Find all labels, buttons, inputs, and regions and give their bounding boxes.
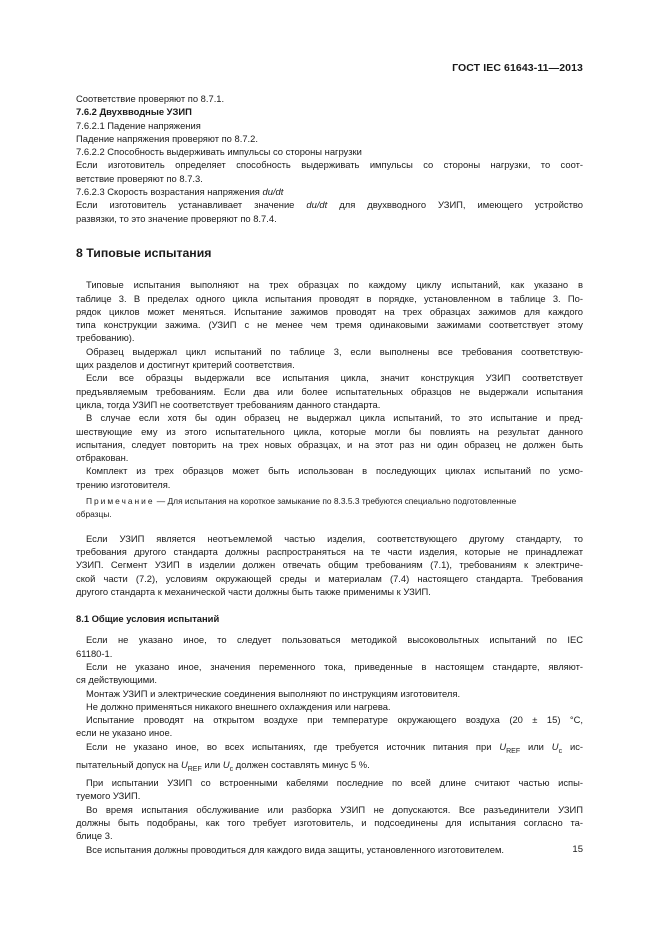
text-part: или	[201, 758, 223, 770]
clause-7-6-2-heading: 7.6.2 Двухвводные УЗИП	[76, 106, 192, 118]
dudt-symbol: du/dt	[262, 186, 284, 198]
s81-p6-l1	[76, 740, 583, 758]
clause-7-6-2-2-text-l2: ветствие проверяют по 8.7.3.	[76, 172, 203, 184]
clause-7-6-2-1-text: Падение напряжения проверяют по 8.7.2.	[76, 132, 258, 144]
s8-p2-l1: Образец выдержал цикл испытаний по таблице 3, если выполнены все требования соответствую-	[86, 345, 583, 357]
c-subscript: c	[229, 765, 234, 773]
s8-p1-l3: рядок циклов может меняться. Испытание зажимов проводят на трех образцах зажимов для каждого	[76, 305, 583, 317]
note-block	[76, 495, 583, 522]
s8-p1-l1: Типовые испытания выполняют на трех образцах по каждому циклу испытаний, как указано в	[86, 279, 583, 291]
c-subscript: c	[558, 747, 563, 755]
s81-p8-l1: Во время испытания обслуживание или разборка УЗИП не допускаются. Все разъединители УЗИП	[86, 803, 583, 815]
s8-p1-l5: требованию).	[76, 332, 135, 344]
section-8-title: 8 Типовые испытания	[76, 245, 212, 260]
s81-p4: Не должно применяться никакого внешнего охлаждения или нагрева.	[86, 700, 391, 712]
s8-p4-l1: В случае если хотя бы один образец не выдержал цикла испытаний, то это испытание и пред-	[86, 412, 583, 424]
s8-p4-l2: шествующие ему из этого испытательного цикла, которые могли бы повлиять на результат данного	[76, 425, 583, 437]
s81-p7-l2: туемого УЗИП.	[76, 790, 141, 802]
s8-p4-l3: испытания, следует повторить на трех новых образцах, и на этот раз ни один образец не должен быть	[76, 438, 583, 450]
s8-p6-l4: ской части (7.2), условиям окружающей среды и материалам (7.4) настоящего стандарта. Требования	[76, 572, 583, 584]
note-label: Примечание	[86, 496, 155, 507]
s8-p6-l2: требования другого стандарта должны распространяться на те части изделия, которые не принадлежат	[76, 545, 583, 557]
s81-p5-l2: если не указано иное.	[76, 727, 173, 739]
clause-7-6-2-2: 7.6.2.2 Способность выдерживать импульсы со стороны нагрузки	[76, 146, 362, 158]
s8-p3-l3: цикла, тогда УЗИП не соответствует требованиям данного стандарта.	[76, 398, 381, 410]
s81-p8-l2: должны быть подобраны, как того требует изготовитель, и подсоединены для испытания согласно та-	[76, 817, 583, 828]
u-symbol: U	[499, 740, 507, 752]
s81-p1-l2: 61180-1.	[76, 647, 113, 659]
clause-7-6-2-3-text-l1	[76, 198, 583, 211]
dudt-symbol: du/dt	[306, 199, 328, 211]
s8-p1-l4: типа конструкции зажима. (УЗИП с не менее чем тремя одинаковыми зажимами соответствует этому	[76, 319, 583, 331]
text-part: или	[520, 740, 552, 752]
clause-7-6-2-2-text-l1: Если изготовитель определяет способность выдерживать импульсы со стороны нагрузки, то соот-	[76, 159, 583, 171]
s8-p5-l2: трению изготовителя.	[76, 478, 171, 490]
text-part: пытательный допуск на	[76, 758, 181, 770]
s8-p6-l3: УЗИП. Сегмент УЗИП в изделии должен отвечать общим требованиям (7.1), требованиям к электриче-	[76, 559, 583, 571]
u-symbol: U	[222, 758, 230, 770]
s81-p3: Монтаж УЗИП и электрические соединения выполняют по инструкциям изготовителя.	[86, 687, 461, 699]
s8-p6-l5: другого стандарта к механической части должны быть также применимы к УЗИП.	[76, 585, 431, 597]
text-part: Если изготовитель устанавливает значение	[76, 199, 307, 211]
u-symbol: U	[180, 758, 188, 770]
clause-7-6-2-3	[76, 185, 583, 198]
note-line-1	[76, 495, 583, 508]
text-part: должен составлять минус 5 %.	[233, 758, 370, 770]
text-part: Если не указано иное, во всех испытаниях, где требуется источник питания при	[86, 740, 500, 752]
s8-p5-l1: Комплект из трех образцов может быть использован в последующих циклах испытаний по усмо-	[86, 465, 583, 477]
s8-p3-l2: предъявляемым требованиям. Если два или более испытательных образцов не выдержали испытания	[76, 385, 583, 397]
standard-header: ГОСТ IEC 61643-11—2013	[452, 62, 583, 74]
s81-p7-l1: При испытании УЗИП со встроенными кабелями последние по всей длине считают частью испы-	[86, 777, 583, 789]
ref-subscript: REF	[506, 747, 521, 755]
s8-p6-l1: Если УЗИП является неотъемлемой частью изделия, соответствующего другому стандарту, то	[86, 532, 583, 544]
s8-p4-l4: отбракован.	[76, 452, 129, 464]
note-text: — Для испытания на короткое замыкание по 8.3.5.3 требуются специально подготовленные	[154, 496, 517, 507]
u-symbol: U	[551, 740, 559, 752]
conformity-line: Соответствие проверяют по 8.7.1.	[76, 93, 225, 104]
s8-p2-l2: щих разделов и достигнут критерий соответствия.	[76, 359, 295, 371]
s81-p2-l1: Если не указано иное, значения переменного тока, приведенные в настоящем стандарте, являют-	[86, 660, 583, 672]
text-part: для двухвводного УЗИП, имеющего устройство	[327, 199, 583, 211]
s81-p6-l2	[76, 758, 583, 776]
s81-p2-l2: ся действующими.	[76, 674, 158, 686]
page-number: 15	[572, 844, 583, 855]
clause-7-6-2-3-text-l2: развязки, то это значение проверяют по 8.7.4.	[76, 212, 277, 224]
s81-p1-l1: Если не указано иное, то следует пользоваться методикой высоковольтных испытаний по IEC	[86, 634, 583, 646]
ref-subscript: REF	[187, 765, 202, 773]
s8-p1-l2: таблице 3. В пределах одного цикла испытания проводят в порядке, установленном в таблице 3. По-	[76, 292, 583, 304]
clause-7-6-2-1: 7.6.2.1 Падение напряжения	[76, 119, 201, 131]
s81-p5-l1: Испытание проводят на открытом воздухе при температуре окружающего воздуха (20 ± 15) °С,	[86, 714, 583, 726]
note-line-2: образцы.	[76, 509, 112, 520]
s81-p9: Все испытания должны проводиться для каждого вида защиты, установленного изготовителем.	[86, 843, 505, 855]
section-8-1-title: 8.1 Общие условия испытаний	[76, 613, 220, 625]
s8-p3-l1: Если все образцы выдержали все испытания цикла, значит конструкция УЗИП соответствует	[86, 372, 583, 384]
clause-7-6-2-3-label: 7.6.2.3 Скорость возрастания напряжения	[76, 186, 263, 198]
text-part: ис-	[562, 740, 583, 752]
page-content	[76, 92, 583, 856]
s81-p8-l3: блице 3.	[76, 830, 113, 842]
